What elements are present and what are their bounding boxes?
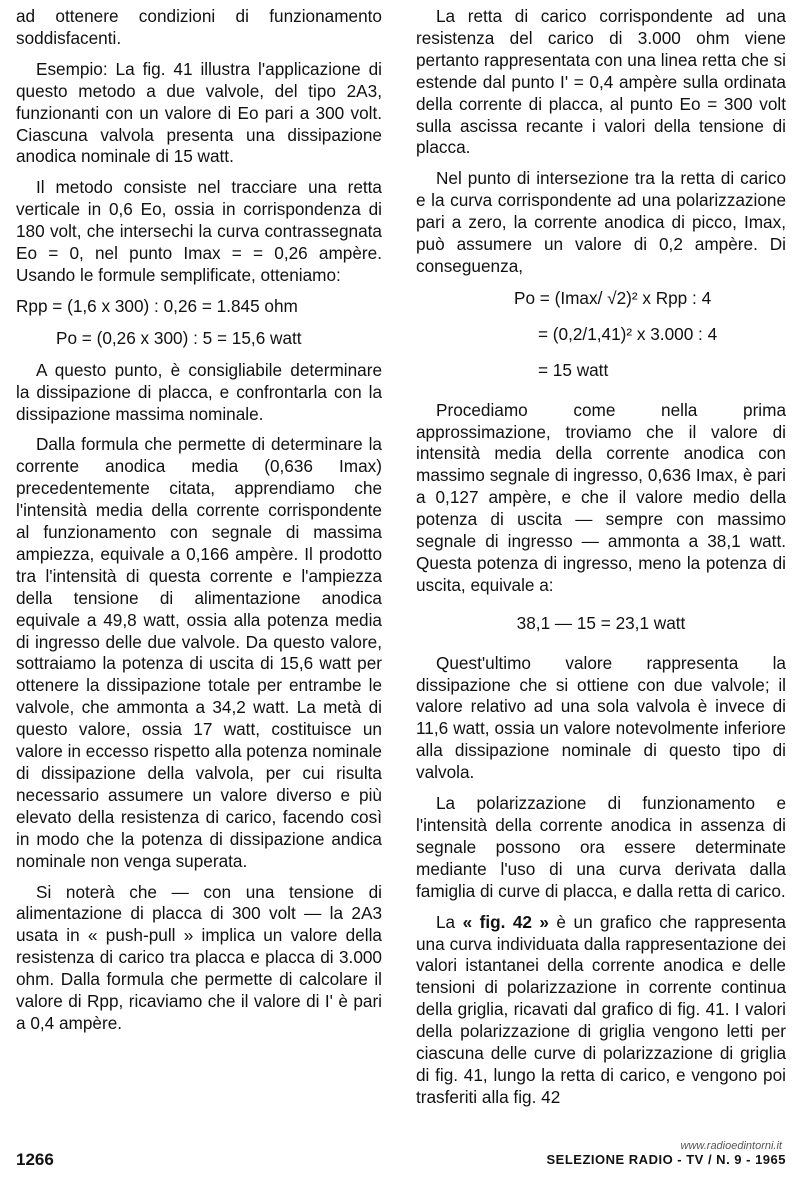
paragraph: Procediamo come nella prima approssimazione, troviamo che il valore di intensità media della corrente anodica con massimo segnale di ingresso, 0,636 Imax, è pari a 0,127 ampère, e che il valore medio della potenza di uscita — sempre con massimo segnale di ingresso — ammonta a 38,1 watt. Questa potenza di ingresso, meno la potenza di uscita, equivale a:	[416, 399, 786, 595]
right-column	[416, 6, 786, 1118]
left-column	[16, 6, 382, 1044]
page-number: 1266	[16, 1150, 54, 1169]
text-run: è un grafico che rappresenta una curva individuata dalla rappresentazione dei valori istantanei della corrente anodica e delle tensioni di polarizzazione in corrente continua della griglia, ricavati dal grafico di fig. 41. I valori della polarizzazione di griglia vengono letti per ciascuna delle curve di polarizzazione di griglia di fig. 41, lungo la retta di carico, e vengono poi trasferiti alla fig. 42	[416, 911, 786, 1107]
formula-po: Po = (0,26 x 300) : 5 = 15,6 watt	[56, 327, 302, 348]
formula-difference: 38,1 — 15 = 23,1 watt	[516, 612, 686, 633]
formula-po-3: = 15 watt	[538, 359, 609, 380]
formula-po-1: Po = (Imax/ √2)² x Rpp : 4	[514, 287, 712, 308]
journal-footer: SELEZIONE RADIO - TV / N. 9 - 1965	[546, 1152, 786, 1167]
paragraph: Esempio: La fig. 41 illustra l'applicazione di questo metodo a due valvole, del tipo 2A3, funzionanti con un valore di Eo pari a 300 volt. Ciascuna valvola presenta una dissipazione anodica nominale di 15 watt.	[16, 58, 382, 167]
paragraph	[416, 912, 786, 1109]
text-run: La	[436, 911, 463, 932]
figure-reference: « fig. 42 »	[462, 911, 549, 932]
formula-po-2: = (0,2/1,41)² x 3.000 : 4	[538, 323, 718, 344]
paragraph: La polarizzazione di funzionamento e l'intensità della corrente anodica in assenza di segnale possono ora essere determinate mediante l'uso di una curva derivata dalla famiglia di curve di placca, e dalla retta di carico.	[416, 793, 786, 901]
paragraph: Quest'ultimo valore rappresenta la dissipazione che si ottiene con due valvole; il valore relativo ad una sola valvola è invece di 11,6 watt, ossia un valore notevolmente inferiore alla dissipazione nominale di questo tipo di valvola.	[416, 652, 786, 783]
paragraph: Si noterà che — con una tensione di alimentazione di placca di 300 volt — la 2A3 usata in « push-pull » implica un valore della resistenza di carico tra placca e placca di 3.000 ohm. Dalla formula che permette di calcolare il valore di Rpp, ricaviamo che il valore di I' è pari a 0,4 ampère.	[16, 881, 382, 1033]
paragraph: La retta di carico corrispondente ad una resistenza del carico di 3.000 ohm viene pertanto rappresentata con una linea retta che si estende dal punto I' = 0,4 ampère sulla ordinata della corrente di placca, al punto Eo = 300 volt sulla ascissa recante i valori della tensione di placca.	[416, 6, 786, 158]
paragraph: ad ottenere condizioni di funzionamento soddisfacenti.	[16, 6, 382, 48]
formula-rpp: Rpp = (1,6 x 300) : 0,26 = 1.845 ohm	[16, 295, 298, 316]
paragraph: Il metodo consiste nel tracciare una retta verticale in 0,6 Eo, ossia in corrispondenza di 180 volt, che intersechi la curva contrassegnata Eo = 0, nel punto Imax = = 0,26 ampère. Usando le formule semplificate, otteniamo:	[16, 177, 382, 285]
watermark: www.radioedintorni.it	[680, 1140, 782, 1152]
paragraph: A questo punto, è consigliabile determinare la dissipazione di placca, e confrontarla con la dissipazione massima nominale.	[16, 359, 382, 424]
paragraph: Dalla formula che permette di determinare la corrente anodica media (0,636 Imax) precedentemente citata, apprendiamo che l'intensità media della corrente corrispondente al funzionamento con segnale di massima ampiezza, equivale a 0,166 ampère. Il prodotto tra l'intensità di questa corrente e l'ampiezza della tensione di alimentazione anodica equivale a 49,8 watt, ossia alla potenza media di ingresso delle due valvole. Da questo valore, sottraiamo la potenza di uscita di 15,6 watt per ottenere la dissipazione totale per entrambe le valvole, che ammonta a 34,2 watt. La metà di questo valore, ossia 17 watt, costituisce un valore in eccesso rispetto alla potenza nominale di dissipazione della valvola, per cui risulta necessario assumere un valore diverso e più elevato della resistenza di carico, facendo così in modo che la potenza di dissipazione andica nominale non venga superata.	[16, 434, 382, 871]
paragraph: Nel punto di intersezione tra la retta di carico e la curva corrispondente ad una polarizzazione pari a zero, la corrente anodica di picco, Imax, può assumere un valore di 0,2 ampère. Di conseguenza,	[416, 168, 786, 276]
